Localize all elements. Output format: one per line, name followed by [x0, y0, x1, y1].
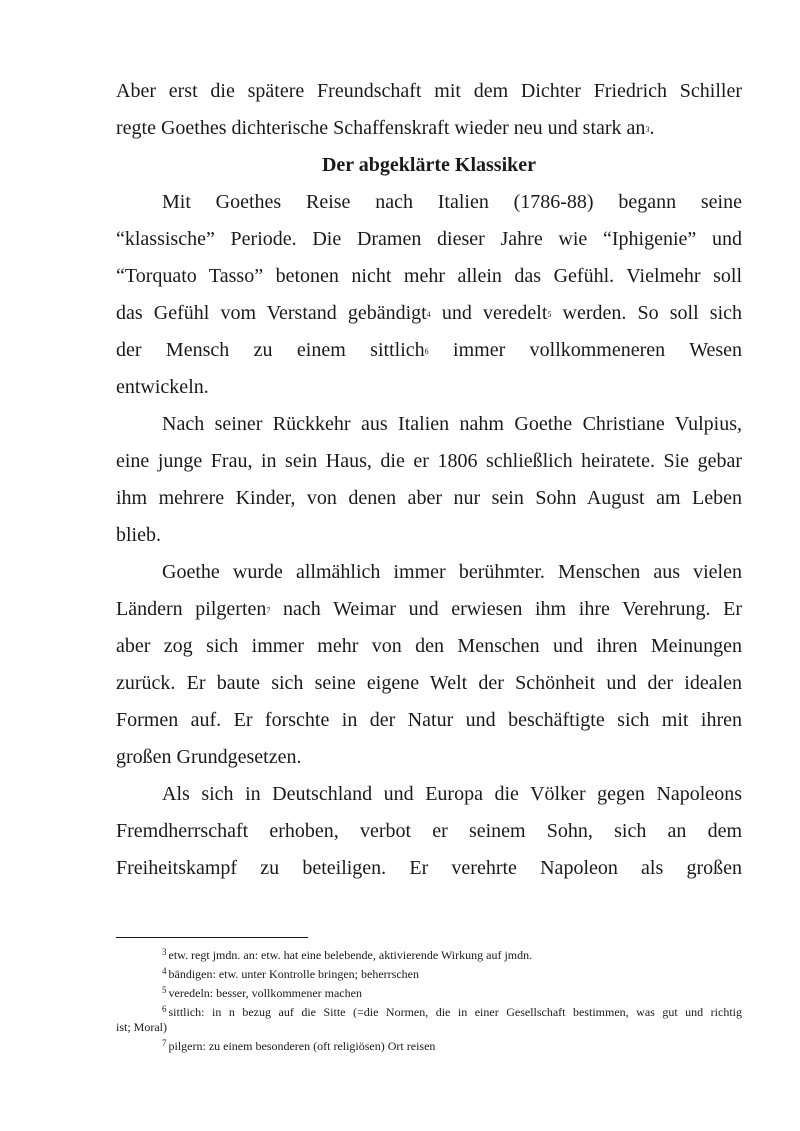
footnote-5: $^5$ veredeln: besser, vollkommener machen: [162, 985, 362, 1000]
footnote-7: $^7$ pilgern: zu einem besonderen (oft religiösen) Ort reisen: [162, 1038, 436, 1053]
body-line: zurück. Er baute sich seine eigene Welt der Schönheit und der idealen: [116, 672, 742, 694]
section-heading: Der abgeklärte Klassiker: [321, 154, 537, 176]
body-line: Ländern pilgerten$^7$ nach Weimar und erwiesen ihm ihre Verehrung. Er: [116, 598, 743, 620]
body-line: ihm mehrere Kinder, von denen aber nur sein Sohn August am Leben: [116, 487, 742, 509]
body-line: Mit Goethes Reise nach Italien (1786-88) begann seine: [162, 191, 742, 213]
footnote-3: $^3$ etw. regt jmdn. an: etw. hat eine belebende, aktivierende Wirkung auf jmdn.: [162, 947, 533, 962]
body-line: blieb.: [116, 524, 161, 546]
body-line: Als sich in Deutschland und Europa die Völker gegen Napoleons: [162, 783, 742, 805]
footnote-6: $^6$ sittlich: in n bezug auf die Sitte (=die Normen, die in einer Gesellschaft bestimmen, was gut und richtig: [162, 1004, 742, 1019]
footnote-6-continuation: ist; Moral): [116, 1020, 167, 1034]
body-line: der Mensch zu einem sittlich$^6$ immer vollkommeneren Wesen: [116, 339, 743, 361]
body-line: Fremdherrschaft erhoben, verbot er seinem Sohn, sich an dem: [116, 820, 742, 842]
body-line: Nach seiner Rückkehr aus Italien nahm Goethe Christiane Vulpius,: [162, 413, 742, 435]
body-line: aber zog sich immer mehr von den Menschen und ihren Meinungen: [116, 635, 742, 657]
footnote-ref-4: 4: [426, 310, 431, 319]
body-line: das Gefühl vom Verstand gebändigt$^4$ und veredelt$^5$ werden. So soll sich: [116, 302, 742, 324]
body-line: eine junge Frau, in sein Haus, die er 1806 schließlich heiratete. Sie gebar: [116, 450, 742, 472]
body-line: regte Goethes dichterische Schaffenskraft wieder neu und stark an$^3$.: [116, 117, 655, 139]
footnote-ref-7: 7: [266, 606, 271, 615]
body-line: Formen auf. Er forschte in der Natur und beschäftigte sich mit ihren: [116, 709, 742, 731]
footnote-ref-3: 3: [645, 125, 650, 134]
body-line: entwickeln.: [116, 376, 209, 398]
body-line: Freiheitskampf zu beteiligen. Er verehrte Napoleon als großen: [116, 857, 742, 879]
body-line: Aber erst die spätere Freundschaft mit dem Dichter Friedrich Schiller: [116, 80, 742, 102]
body-line: Goethe wurde allmählich immer berühmter. Menschen aus vielen: [162, 561, 742, 583]
body-line: “Torquato Tasso” betonen nicht mehr allein das Gefühl. Vielmehr soll: [116, 265, 742, 287]
footnote-ref-5: 5: [547, 310, 552, 319]
body-line: großen Grundgesetzen.: [116, 746, 302, 768]
footnote-separator: [116, 937, 308, 938]
footnote-4: $^4$ bändigen: etw. unter Kontrolle bringen; beherrschen: [162, 966, 419, 981]
footnote-ref-6: 6: [424, 347, 429, 356]
body-line: “klassische” Periode. Die Dramen dieser Jahre wie “Iphigenie” und: [116, 228, 742, 250]
